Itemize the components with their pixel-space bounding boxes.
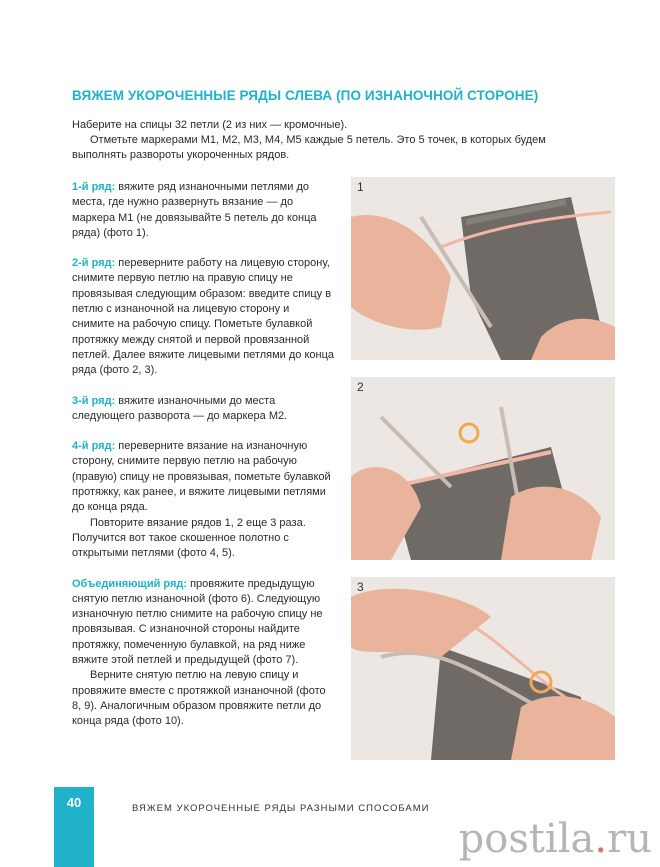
section-heading: ВЯЖЕМ УКОРОЧЕННЫЕ РЯДЫ СЛЕВА (ПО ИЗНАНОЧНОЙ СТОРОНЕ) xyxy=(72,88,539,103)
intro-paragraph-2: Отметьте маркерами М1, М2, М3, М4, М5 каждые 5 петель. Это 5 точек, в которых будем выполнять развороты укороченных рядов. xyxy=(72,134,546,161)
photo-1-number: 1 xyxy=(357,180,364,194)
page-number: 40 xyxy=(66,795,82,810)
instructions-column xyxy=(72,180,334,730)
watermark-part-2: ru xyxy=(607,816,652,862)
intro-text xyxy=(72,118,602,163)
row-2-label: 2-й ряд: xyxy=(72,257,116,270)
row-1-label: 1-й ряд: xyxy=(72,181,116,193)
photo-2 xyxy=(351,377,615,560)
row-4-paragraph xyxy=(72,439,334,515)
postila-watermark xyxy=(459,816,652,862)
row-2-paragraph xyxy=(72,256,334,378)
repeat-paragraph: Повторите вязание рядов 1, 2 еще 3 раза. Получится вот такое скошенное полотно с открытыми петлями (фото 4, 5). xyxy=(72,516,306,560)
row-3-text: вяжите изнаночными до места следующего разворота — до маркера М2. xyxy=(72,394,288,422)
row-3-paragraph xyxy=(72,394,334,425)
photo-1 xyxy=(351,177,615,360)
photo-2-number: 2 xyxy=(357,380,364,394)
row-4-text: переверните вязание на изнаночную сторону, снимите первую петлю на рабочую (правую) спицу не провязывая, пометьте булавкой протяжку, как ранее, и вяжите лицевыми петлями до конца ряда. xyxy=(72,440,331,514)
joining-label: Объединяющий ряд: xyxy=(72,577,188,590)
row-1-text: вяжите ряд изнаночными петлями до места, где нужно развернуть вязание — до маркера М1 (не довязывайте 5 петель до конца ряда) (фото 1). xyxy=(72,181,317,239)
row-3-label: 3-й ряд: xyxy=(72,394,116,407)
joining-paragraph xyxy=(72,577,334,669)
photo-3-number: 3 xyxy=(357,580,364,594)
row-1-paragraph xyxy=(72,180,334,241)
watermark-part-1: postila xyxy=(458,816,595,862)
joining-text: провяжите предыдущую снятую петлю изнаночной (фото 6). Следующую изнаночную петлю снимите на рабочую спицу не провязывая. С изнаночной стороны найдите протяжку, помеченную булавкой, на ряд ниже вяжите этой петлей и предыдущей (фото 7). xyxy=(72,577,323,667)
intro-paragraph-1: Наберите на спицы 32 петли (2 из них — кромочные). xyxy=(72,119,348,131)
page-number-tab xyxy=(54,787,94,867)
joining-paragraph-2: Верните снятую петлю на левую спицу и провяжите вместе с протяжкой изнаночной (фото 8, 9). Аналогичным образом провяжите петли до конца ряда (фото 10). xyxy=(72,669,326,728)
row-4-label: 4-й ряд: xyxy=(72,440,116,453)
row-2-text: переверните работу на лицевую сторону, снимите первую петлю на правую спицу не провязывая следующим образом: введите спицу в петлю с изнаночной на лицевую сторону и снимите на рабочую спицу. Пометьте булавкой протяжку между снятой и первой провязанной петлей. Далее вяжите лицевыми петлями до конца ряда (фото 2, 3). xyxy=(72,257,334,377)
running-footer: ВЯЖЕМ УКОРОЧЕННЫЕ РЯДЫ РАЗНЫМИ СПОСОБАМИ xyxy=(132,803,430,814)
photo-3 xyxy=(351,577,615,760)
watermark-dot: . xyxy=(594,816,608,862)
